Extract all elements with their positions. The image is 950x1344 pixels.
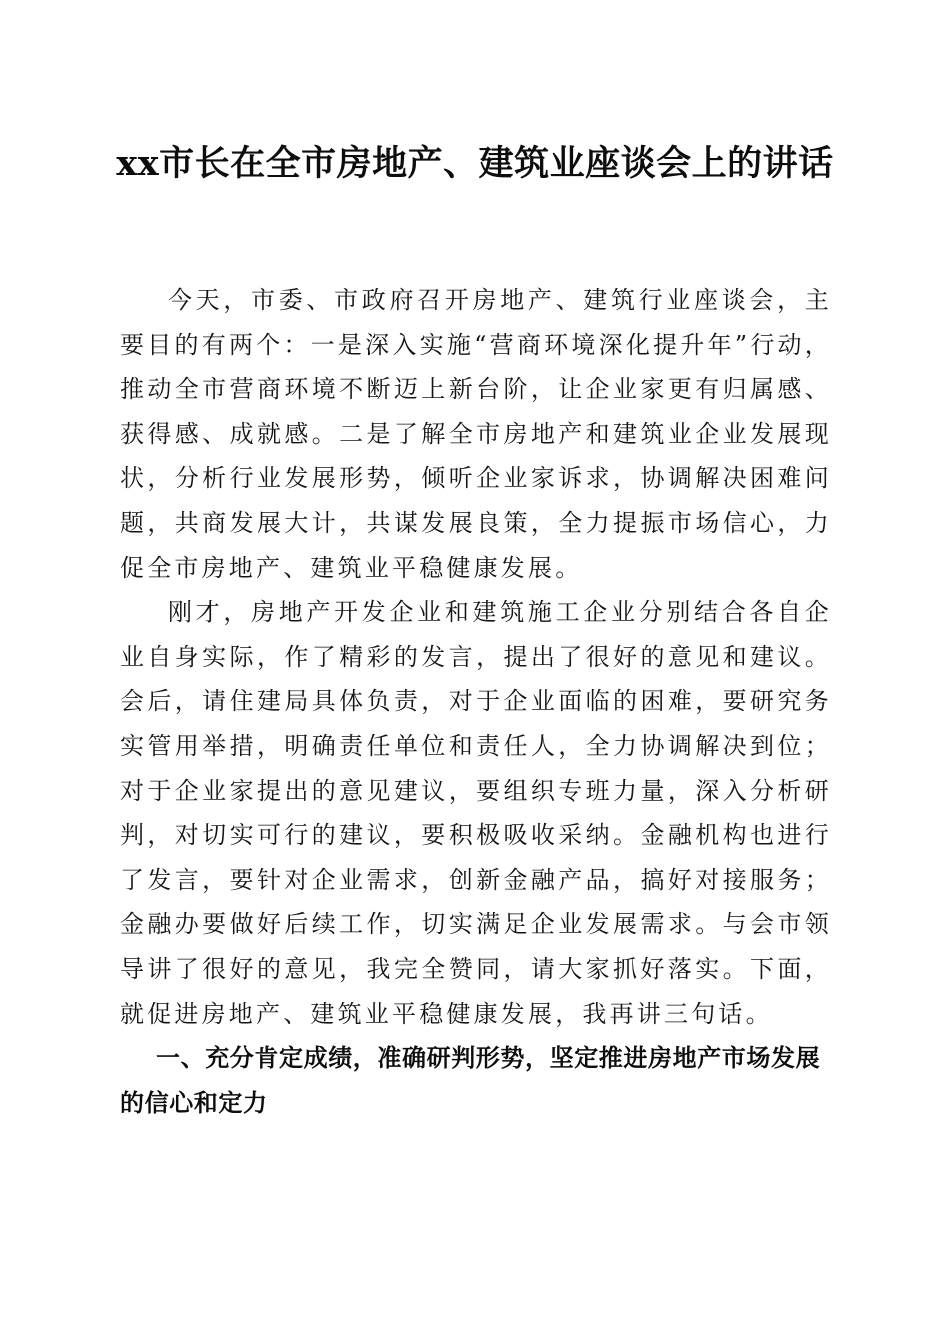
section-heading-1: 一、充分肯定成绩，准确研判形势，坚定推进房地产市场发展的信心和定力 [120, 1044, 821, 1117]
document-body [120, 278, 832, 1125]
paragraph-feedback: 刚才，房地产开发企业和建筑施工企业分别结合各自企业自身实际，作了精彩的发言，提出了很好的意见和建议。会后，请住建局具体负责，对于企业面临的困难，要研究务实管用举措，明确责任单位和责任人，全力协调解决到位；对于企业家提出的意见建议，要组织专班力量，深入分析研判，对切实可行的建议，要积极吸收采纳。金融机构也进行了发言，要针对企业需求，创新金融产品，搞好对接服务；金融办要做好后续工作，切实满足企业发展需求。与会市领导讲了很好的意见，我完全赞同，请大家抓好落实。下面，就促进房地产、建筑业平稳健康发展，我再讲三句话。 [120, 598, 832, 1028]
paragraph-opening: 今天，市委、市政府召开房地产、建筑行业座谈会，主要目的有两个：一是深入实施“营商环境深化提升年”行动，推动全市营商环境不断迈上新台阶，让企业家更有归属感、获得感、成就感。二是了解全市房地产和建筑业企业发展现状，分析行业发展形势，倾听企业家诉求，协调解决困难问题，共商发展大计，共谋发展良策，全力提振市场信心，力促全市房地产、建筑业平稳健康发展。 [120, 286, 832, 582]
document-title: xx市长在全市房地产、建筑业座谈会上的讲话 [116, 143, 834, 184]
